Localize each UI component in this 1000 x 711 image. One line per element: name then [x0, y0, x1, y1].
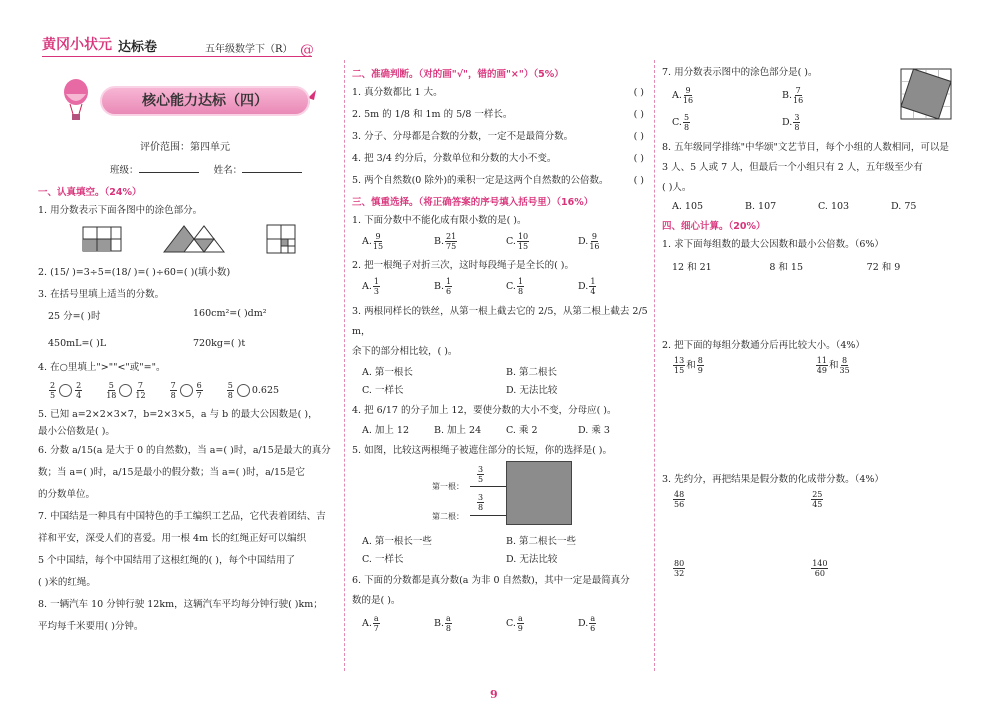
option[interactable]: B. $\frac{21}{75}$ [434, 232, 457, 251]
column-divider [344, 60, 345, 671]
header-swirl-icon: @ [300, 42, 314, 58]
calc-2-items [672, 356, 964, 375]
choice-6: 6. 下面的分数都是真分数(a 为非 0 自然数)，其中一定是最简真分 数的是( )。 [352, 575, 630, 606]
choice-6-options [362, 614, 650, 633]
header-series: 达标卷 [118, 40, 158, 55]
choice-8-options [672, 201, 964, 212]
option[interactable]: B. 第二根长 [506, 367, 558, 378]
judge-3: ( ) 3. 分子、分母都是合数的分数，一定不是最简分数。 [352, 128, 650, 145]
option[interactable]: B. 加上 24 [434, 425, 482, 436]
choice-7: 7. 用分数表示图中的涂色部分是( )。 [662, 67, 818, 78]
choice-2: 2. 把一根绳子对折三次，这时每段绳子是全长的( )。 [352, 260, 575, 271]
number-pair: 72 和 9 [866, 262, 901, 273]
calc-3: 3. 先约分，再把结果是假分数的化成带分数。（4%） [662, 474, 884, 485]
option[interactable]: C. $\frac{10}{15}$ [506, 232, 529, 251]
fraction-pair: $\frac{13}{15}$ 和 $\frac{8}{9}$ [674, 356, 703, 375]
option[interactable]: B. $\frac{7}{16}$ [782, 86, 804, 105]
section-2-heading: 二、准确判断。（对的画"√"，错的画"×"）（5%） [352, 69, 564, 80]
section-4-heading: 四、细心计算。（20%） [662, 221, 766, 232]
option[interactable]: A. 加上 12 [362, 425, 410, 436]
calc-1: 1. 求下面每组数的最大公因数和最小公倍数。（6%） [662, 239, 884, 250]
option[interactable]: D. $\frac{9}{16}$ [578, 232, 600, 251]
number-pair: 12 和 21 [672, 262, 712, 273]
question-1-2: 2. (15/ )=3÷5=(18/ )=( )÷60=( )(填小数) [38, 267, 231, 278]
conversion-item: 720kg=( )t [193, 338, 246, 349]
choice-4: 4. 把 6/17 的分子加上 12，要使分数的大小不变，分母应( )。 [352, 405, 617, 416]
column-divider [654, 60, 655, 671]
rope-1 [470, 486, 506, 487]
page-number: 9 [490, 688, 498, 701]
question-1-1: 1. 用分数表示下面各图中的涂色部分。 [38, 205, 203, 216]
option[interactable]: D. 无法比较 [506, 554, 558, 565]
option[interactable]: A. $\frac{a}{7}$ [362, 614, 379, 633]
comparison-row: $\frac{2}{5}$ $\frac{2}{4}$ $\frac{5}{18}$ $\frac{7}{12}$ $\frac{7}{8}$ $\frac{6}{7}$ $\frac{5}{8}$ 0.625 [50, 381, 280, 400]
header-rule [42, 56, 312, 57]
number-pair: 8 和 15 [769, 262, 804, 273]
option[interactable]: A. 第一根长一些 [362, 536, 432, 547]
compare-circle[interactable] [237, 384, 250, 397]
question-1-6: 6. 分数 a/15(a 是大于 0 的自然数)，当 a=( )时，a/15是最大的真分 数；当 a=( )时，a/15是最小的假分数；当 a=( )时，a/15是它 的分数单位。 [38, 445, 331, 500]
option[interactable]: A. $\frac{1}{3}$ [362, 277, 379, 296]
figures [82, 224, 338, 254]
question-1-4: 4. 在○里填上">""<"或"="。 [38, 362, 166, 373]
choice-3-options [362, 364, 650, 396]
question-1-8: 8. 一辆汽车 10 分钟行驶 12km，这辆汽车平均每分钟行驶( )km； 平均每千米要用( )分钟。 [38, 599, 323, 632]
question-1-3: 3. 在括号里填上适当的分数。 [38, 289, 165, 300]
choice-1: 1. 下面分数中不能化成有限小数的是( )。 [352, 215, 527, 226]
compare-circle[interactable] [119, 384, 132, 397]
answer-paren[interactable]: ( ) [633, 153, 644, 164]
choice-4-options [362, 422, 650, 436]
option[interactable]: A. 第一根长 [362, 367, 413, 378]
conversion-item: 450mL=( )L [48, 338, 107, 349]
option[interactable]: D. $\frac{3}{8}$ [782, 113, 800, 132]
choice-7-options [672, 86, 892, 132]
option[interactable]: D. 乘 3 [578, 425, 610, 436]
column-2 [352, 64, 650, 681]
option[interactable]: D. $\frac{a}{6}$ [578, 614, 596, 633]
conversion-item: 160cm²=( )dm² [193, 308, 267, 319]
balloon-icon [62, 78, 90, 122]
option[interactable]: D. 无法比较 [506, 385, 558, 396]
rope-2-label: 第二根： [432, 512, 464, 521]
judge-1: ( ) 1. 真分数都比 1 大。 [352, 84, 650, 101]
cover-box [506, 461, 572, 525]
calc-2: 2. 把下面的每组分数通分后再比较大小。（4%） [662, 340, 865, 351]
rope-1-fraction: $\frac{3}{5}$ [478, 465, 484, 484]
option[interactable]: C. $\frac{5}{8}$ [672, 113, 690, 132]
judge-4: ( ) 4. 把 3/4 约分后，分数单位和分数的大小不变。 [352, 150, 650, 167]
option[interactable]: B. 107 [745, 201, 777, 212]
option[interactable]: C. 103 [818, 201, 850, 212]
class-label: 班级： [110, 165, 139, 176]
choice-2-options [362, 277, 650, 296]
column-3 [662, 64, 964, 681]
calc-3-row-2 [672, 559, 964, 578]
question-1-7: 7. 中国结是一种具有中国特色的手工编织工艺品，它代表着团结、吉 祥和平安，深受人们的喜爱。用一根 4m 长的红绳正好可以编织 5 个中国结，每个中国结用了这根红绳的( )，每个中国结用了 ( )米的红绳。 [38, 511, 326, 588]
judge-5: ( ) 5. 两个自然数(0 除外)的乘积一定是这两个自然数的公倍数。 [352, 172, 650, 189]
question-1-5: 5. 已知 a=2×2×3×7，b=2×3×5，a 与 b 的最大公因数是( )， 最小公倍数是( )。 [38, 409, 318, 437]
fraction: $\frac{140}{60}$ [812, 559, 828, 578]
scope: 评价范围：第四单元 [140, 142, 230, 153]
section-1-heading: 一、认真填空。（24%） [38, 187, 142, 198]
option[interactable]: C. 乘 2 [506, 425, 538, 436]
fraction: $\frac{48}{56}$ [674, 490, 685, 509]
square-figure [266, 224, 296, 254]
choice-5: 5. 如图，比较这两根绳子被遮住部分的长短，你的选择是( )。 [352, 445, 613, 456]
compare-circle[interactable] [180, 384, 193, 397]
option[interactable]: A. 105 [672, 201, 704, 212]
option[interactable]: B. $\frac{1}{6}$ [434, 277, 452, 296]
rope-diagram [432, 461, 650, 529]
name-label: 姓名： [213, 165, 243, 176]
fraction-pair: $\frac{11}{49}$ 和 $\frac{8}{35}$ [816, 356, 850, 375]
fraction: $\frac{25}{45}$ [812, 490, 823, 509]
shaded-grid-figure [900, 68, 952, 120]
option[interactable]: A. $\frac{9}{16}$ [672, 86, 694, 105]
calc-1-items [672, 259, 964, 273]
answer-paren[interactable]: ( ) [633, 175, 644, 186]
choice-3: 3. 两根同样长的铁丝，从第一根上截去它的 2/5，从第二根上截去 2/5 m， 余下的部分相比较，( )。 [352, 306, 648, 357]
header-logo: 黄冈小状元 [42, 37, 112, 53]
calc-3-row-1 [672, 490, 964, 509]
option[interactable]: C. 一样长 [362, 385, 404, 396]
fraction: $\frac{80}{32}$ [674, 559, 685, 578]
rectangle-figure [82, 226, 122, 252]
answer-paren[interactable]: ( ) [633, 131, 644, 142]
option[interactable]: D. 75 [891, 201, 917, 212]
choice-1-options [362, 232, 650, 251]
option[interactable]: C. $\frac{a}{9}$ [506, 614, 523, 633]
option[interactable]: C. $\frac{1}{8}$ [506, 277, 524, 296]
class-field [110, 162, 302, 176]
option[interactable]: B. $\frac{a}{8}$ [434, 614, 451, 633]
option[interactable]: C. 一样长 [362, 554, 404, 565]
page-title: 核心能力达标（四） [100, 86, 310, 116]
option[interactable]: A. $\frac{9}{15}$ [362, 232, 384, 251]
compare-circle[interactable] [59, 384, 72, 397]
answer-paren[interactable]: ( ) [633, 87, 644, 98]
header-grade: 五年级数学下（R） [205, 44, 293, 55]
column-1 [38, 182, 338, 681]
rope-1-label: 第一根： [432, 482, 464, 491]
option[interactable]: B. 第二根长一些 [506, 536, 577, 547]
conversion-item: 25 分=( )时 [48, 311, 101, 322]
section-3-heading: 三、慎重选择。（将正确答案的序号填入括号里）（16%） [352, 197, 594, 208]
rope-2-fraction: $\frac{3}{8}$ [478, 493, 484, 512]
triangle-figure [162, 224, 226, 254]
rope-2 [470, 515, 506, 516]
question-1-3-items [48, 308, 338, 349]
answer-paren[interactable]: ( ) [633, 109, 644, 120]
judge-2: ( ) 2. 5m 的 1/8 和 1m 的 5/8 一样长。 [352, 106, 650, 123]
choice-8: 8. 五年级同学排练"中华颂"文艺节目，每个小组的人数相同，可以是 3 人、5 人或 7 人，但最后一个小组只有 2 人，五年级至少有 ( )人。 [662, 142, 949, 193]
option[interactable]: D. $\frac{1}{4}$ [578, 277, 596, 296]
choice-5-options [362, 533, 650, 565]
